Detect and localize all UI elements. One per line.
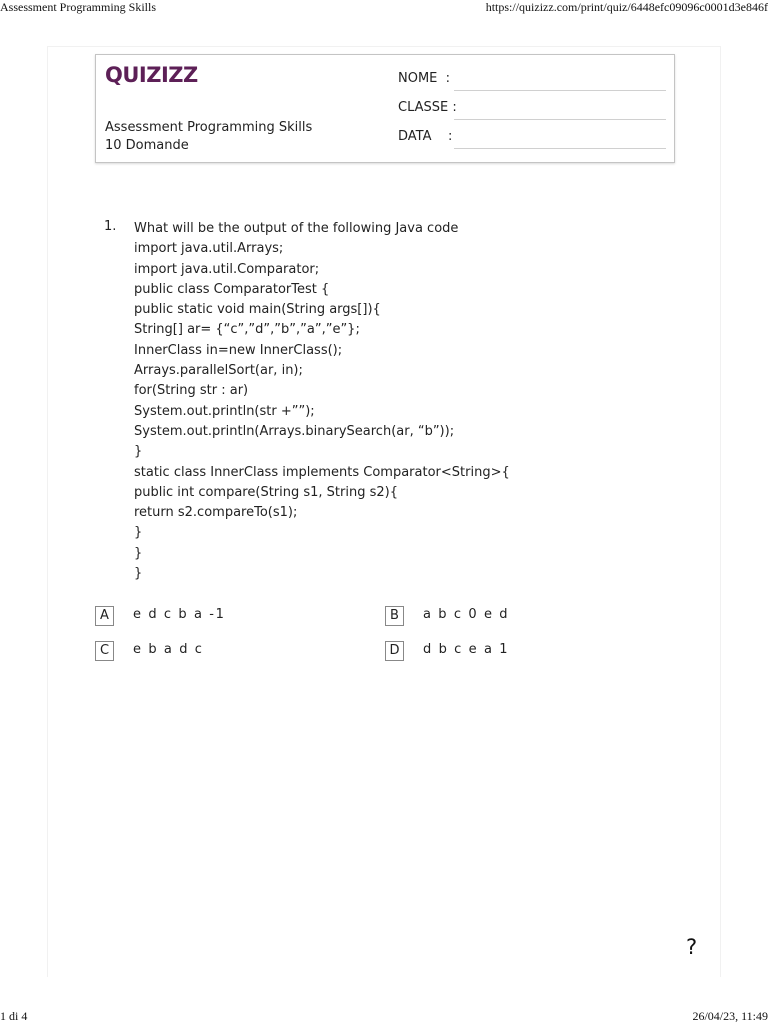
class-label: CLASSE : — [398, 100, 457, 115]
name-line — [454, 90, 666, 91]
option-c-text: e b a d c — [133, 642, 204, 657]
date-field — [398, 129, 666, 149]
quiz-header-box — [95, 54, 675, 163]
name-field — [398, 71, 666, 91]
question-line: What will be the output of the following Java code — [134, 221, 459, 236]
question-line: } — [134, 545, 143, 561]
option-b-letter: B — [385, 606, 404, 626]
question-line: String[] ar= {“c”,”d”,”b”,”a”,”e”}; — [134, 322, 360, 338]
question-count: 10 Domande — [105, 138, 189, 153]
question-line: public static void main(String args[]){ — [134, 302, 381, 318]
print-header-title: Assessment Programming Skills — [0, 0, 157, 14]
question-line: System.out.println(Arrays.binarySearch(ar, “b”)); — [134, 423, 455, 439]
question-line: for(String str : ar) — [134, 383, 249, 399]
question-line: } — [134, 566, 143, 582]
quiz-page — [47, 46, 721, 977]
name-label: NOME : — [398, 71, 451, 86]
question-text — [134, 219, 634, 584]
question-line: System.out.println(str +””); — [134, 403, 315, 419]
question-line: InnerClass in=new InnerClass(); — [134, 342, 343, 358]
help-icon[interactable]: ? — [686, 935, 698, 959]
option-b-text: a b c 0 e d — [423, 607, 510, 622]
class-line — [454, 119, 666, 120]
date-line — [454, 148, 666, 149]
question-line: static class InnerClass implements Comparator<String>{ — [134, 464, 510, 480]
option-a-letter: A — [95, 606, 114, 626]
question-number: 1. — [104, 219, 117, 234]
question-line: public class ComparatorTest { — [134, 281, 330, 297]
quizizz-logo: QUIZIZZ — [105, 63, 198, 87]
print-footer-datetime: 26/04/23, 11:49 — [692, 1009, 768, 1023]
print-header-url: https://quizizz.com/print/quiz/6448efc09096c0001d3e846f — [485, 0, 768, 14]
option-a-text: e d c b a -1 — [133, 607, 226, 622]
print-footer-page: 1 di 4 — [0, 1009, 28, 1023]
question-line: import java.util.Arrays; — [134, 241, 284, 257]
class-field — [398, 100, 666, 120]
option-d-text: d b c e a 1 — [423, 642, 510, 657]
option-d-letter: D — [385, 641, 404, 661]
quiz-title: Assessment Programming Skills — [105, 120, 313, 135]
question-line: Arrays.parallelSort(ar, in); — [134, 363, 303, 379]
question-line: return s2.compareTo(s1); — [134, 505, 298, 521]
question-line: public int compare(String s1, String s2){ — [134, 484, 398, 500]
date-label: DATA : — [398, 129, 453, 144]
question-line: } — [134, 525, 143, 541]
question-line: import java.util.Comparator; — [134, 261, 320, 277]
option-c-letter: C — [95, 641, 114, 661]
question-line: } — [134, 444, 143, 460]
